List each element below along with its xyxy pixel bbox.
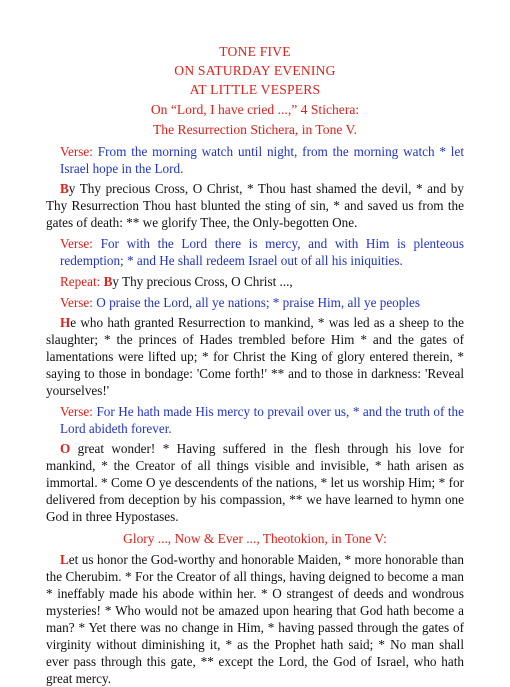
verse-text: For He hath made His mercy to prevail over us, * and the truth of the Lord abideth forever.	[60, 404, 464, 436]
verse-4	[60, 403, 464, 437]
heading-stichera: On “Lord, I have cried ...,” 4 Stichera:	[150, 102, 360, 117]
theotokion-text: et us honor the God-worthy and honorable Maiden, * more honorable than the Cherubim. * For the Creator of all things, having deigned to become a man * ineffably made his abode within her. * O strangest of deeds and wondrous mysteries! * Who would not be amazed upon hearing that God hath become a man? * Yet there was no change in Him, * having passed through the gates of virginity without diminishing it, * as the Prophet hath said; * No man shall ever pass through this gate, ** except the Lord, the God of Israel, who hath great mercy.	[46, 552, 464, 686]
repeat-line	[60, 273, 464, 290]
drop-initial: O	[60, 441, 71, 456]
stichera-text: e who hath granted Resurrection to mankind, * was led as a sheep to the slaughter; * the princes of Hades trembled before Him * and the gates of lamentations were lifted up; * for Christ the King of glory entered therein, * saying to those in bondage: 'Come forth!' ** and to those in darkness: 'Reveal yourselves!'	[46, 315, 464, 398]
verse-1	[60, 143, 464, 177]
drop-initial: L	[60, 552, 69, 567]
verse-label: Verse:	[60, 404, 93, 419]
verse-label: Verse:	[60, 295, 93, 310]
verse-text: From the morning watch until night, from the morning watch * let Israel hope in the Lord.	[60, 144, 464, 176]
heading-tone: TONE FIVE	[219, 44, 291, 59]
verse-text: For with the Lord there is mercy, and with Him is plenteous redemption; * and He shall redeem Israel out of all his iniquities.	[60, 236, 464, 268]
drop-initial: B	[60, 181, 69, 196]
stichera-2	[46, 314, 464, 399]
drop-initial: B	[103, 274, 113, 289]
verse-text: O praise the Lord, all ye nations; * praise Him, all ye peoples	[92, 295, 421, 310]
verse-label: Verse:	[60, 236, 93, 251]
glory-heading: Glory ..., Now & Ever ..., Theotokion, in Tone V:	[123, 531, 387, 546]
theotokion	[46, 551, 464, 687]
heading-day: ON SATURDAY EVENING	[174, 63, 336, 78]
stichera-1	[46, 180, 464, 231]
stichera-3	[46, 440, 464, 525]
heading-resurrection: The Resurrection Stichera, in Tone V.	[152, 122, 358, 137]
verse-3	[60, 294, 464, 311]
drop-initial: H	[60, 315, 71, 330]
repeat-text: y Thy precious Cross, O Christ ...,	[112, 274, 293, 289]
verse-2	[60, 235, 464, 269]
repeat-label: Repeat:	[60, 274, 101, 289]
stichera-text: great wonder! * Having suffered in the flesh through his love for mankind, * the Creator of all things visible and invisible, * hath arisen as immortal. * Come O ye descendents of the nations, * let us worship Him; * for delivered from deception by his compassion, ** we have learned to hymn one God in three Hypostases.	[46, 441, 464, 524]
heading-service: AT LITTLE VESPERS	[189, 82, 321, 97]
verse-label: Verse:	[60, 144, 93, 159]
stichera-text: y Thy precious Cross, O Christ, * Thou hast shamed the devil, * and by Thy Resurrection Thou hast blunted the sting of sin, * and saved us from the gates of death: ** we glorify Thee, the Only-begotten One.	[46, 181, 464, 230]
